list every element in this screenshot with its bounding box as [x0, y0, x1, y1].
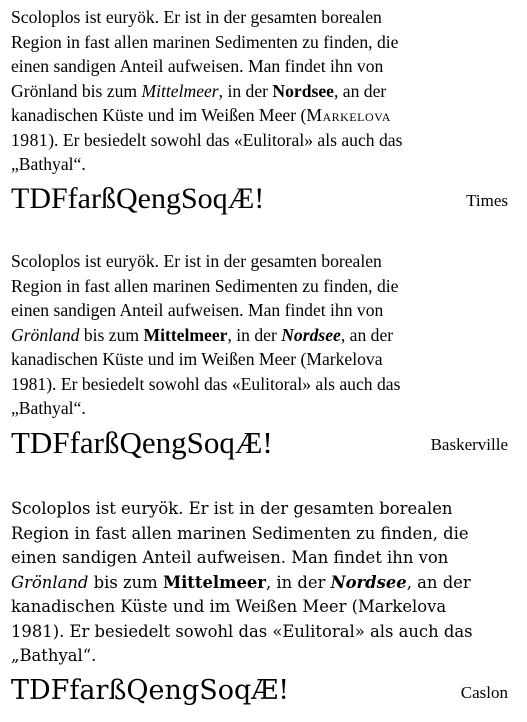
text-run: , in der — [218, 80, 273, 101]
bold-italic-run: Nordsee — [330, 572, 407, 592]
sample-row — [11, 177, 511, 225]
bold-run: Mittelmeer — [162, 572, 266, 592]
text-run: ). Er besiedelt sowohl das «Eulitoral» als auch das — [48, 129, 403, 150]
specimen-paragraph — [11, 5, 511, 177]
paragraph-line: 1981). Er besiedelt sowohl das «Eulitoral» als auch das — [11, 621, 473, 641]
text-run: , in der — [227, 324, 282, 345]
paragraph-line — [11, 79, 511, 104]
paragraph-line: kanadischen Küste und im Weißen Meer (Markelova — [11, 349, 383, 369]
text-run: , in der — [265, 572, 331, 592]
paragraph-line: einen sandigen Anteil aufweisen. Man findet ihn von — [11, 56, 384, 76]
italic-run: Grönland — [11, 572, 89, 592]
text-run: Grönland bis zum — [11, 80, 142, 101]
paragraph-line: Scoloplos ist euryök. Er ist in der gesamten borealen — [11, 499, 453, 518]
text-run: , an der — [340, 324, 394, 345]
oldstyle-number-run: 1981 — [11, 129, 49, 150]
text-run: bis zum — [88, 572, 163, 592]
paragraph-line — [11, 103, 511, 128]
text-run: , an der — [406, 572, 471, 592]
paragraph-line — [11, 323, 511, 348]
glyph-sample: TDFfarßQengSoqÆ! — [11, 674, 290, 706]
paragraph-line: einen sandigen Anteil aufweisen. Man findet ihn von — [11, 300, 384, 320]
paragraph-line: Scoloplos ist euryök. Er ist in der gesamten borealen — [11, 7, 382, 27]
specimen-paragraph — [11, 249, 511, 421]
bold-run: Mittelmeer — [143, 324, 228, 345]
text-run: bis zum — [79, 324, 144, 345]
paragraph-line: Region in fast allen marinen Sedimenten zu finden, die — [11, 31, 399, 52]
paragraph-line: 1981). Er besiedelt sowohl das «Eulitoral» als auch das — [11, 373, 401, 394]
paragraph-line — [11, 571, 511, 596]
paragraph-line: „Bathyal“. — [11, 398, 86, 418]
small-caps-run: Markelova — [306, 105, 391, 125]
text-run: , an der — [333, 80, 387, 101]
paragraph-line: „Bathyal“. — [11, 154, 86, 174]
paragraph-line: Region in fast allen marinen Sedimenten zu finden, die — [11, 523, 469, 543]
glyph-sample: TDFfarßQengSoqÆ! — [11, 181, 265, 215]
paragraph-line: „Bathyal“. — [11, 646, 97, 665]
italic-run: Grönland — [11, 324, 80, 345]
paragraph-line: kanadischen Küste und im Weißen Meer (Markelova — [11, 597, 447, 616]
specimen-times — [11, 5, 511, 225]
glyph-sample: TDFfarßQengSoqÆ! — [11, 424, 273, 460]
specimen-baskerville — [11, 249, 511, 469]
font-name-label: Caslon — [460, 682, 508, 702]
paragraph-line — [11, 128, 511, 153]
font-name-label: Times — [466, 190, 508, 210]
text-run: kanadischen Küste und im Weißen Meer ( — [11, 105, 307, 125]
bold-italic-run: Nordsee — [281, 324, 341, 345]
italic-run: Mittelmeer — [141, 80, 219, 101]
specimen-caslon — [11, 497, 511, 717]
sample-row — [11, 421, 511, 469]
paragraph-line: Region in fast allen marinen Sedimenten zu finden, die — [11, 275, 399, 296]
paragraph-line: einen sandigen Anteil aufweisen. Man findet ihn von — [11, 548, 449, 567]
specimen-paragraph — [11, 497, 511, 669]
font-name-label: Baskerville — [430, 434, 508, 454]
paragraph-line: Scoloplos ist euryök. Er ist in der gesamten borealen — [11, 251, 382, 271]
bold-run: Nordsee — [272, 80, 334, 101]
sample-row — [11, 669, 511, 717]
